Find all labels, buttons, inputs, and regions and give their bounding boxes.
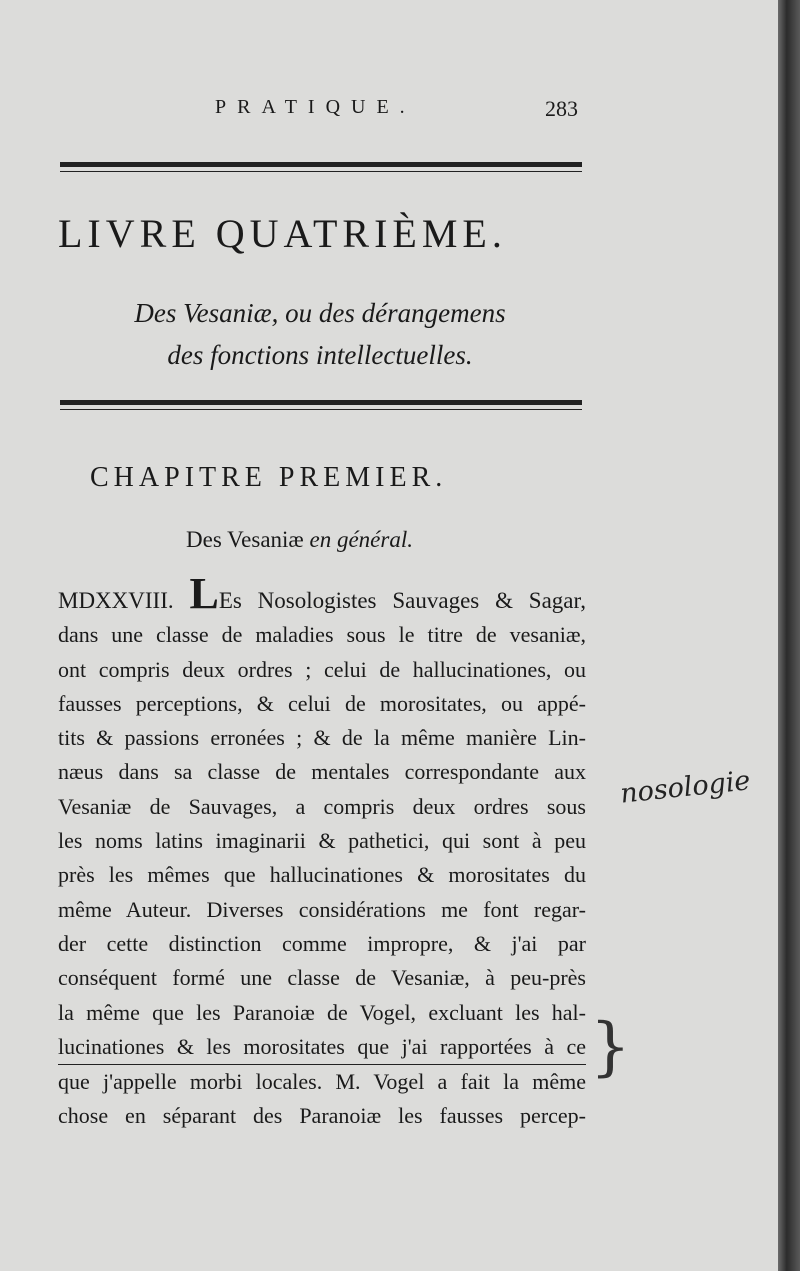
body-line-1: dans une classe de maladies sous le titre de vesaniæ, (58, 622, 586, 648)
body-line-13: lucinationes & les morositates que j'ai rapportées à ce (58, 1030, 586, 1065)
book-subtitle (60, 292, 580, 376)
book-title: LIVRE QUATRIÈME. (58, 211, 507, 256)
body-line-8: près les mêmes que hallucinationes & morositates du (58, 862, 586, 888)
paragraph-number: MDXXVIII. (58, 588, 174, 613)
body-line-4: tits & passions erronées ; & de la même manière Lin- (58, 725, 586, 751)
page-edge (778, 0, 800, 1271)
body-line-5: næus dans sa classe de mentales correspondante aux (58, 759, 586, 785)
margin-annotation: nosologie (618, 765, 752, 810)
book-subtitle-line-1: Des Vesaniæ, ou des dérangemens (134, 298, 506, 328)
body-line-6: Vesaniæ de Sauvages, a compris deux ordres sous (58, 793, 586, 819)
top-rule (60, 162, 582, 172)
book-subtitle-line-2: des fonctions intellectuelles. (167, 340, 473, 370)
body-line-2: ont compris deux ordres ; celui de hallucinationes, ou (58, 656, 586, 682)
margin-bracket: } (590, 1010, 631, 1084)
body-line-9: même Auteur. Diverses considérations me font regar- (58, 896, 586, 922)
body-text (58, 569, 586, 1134)
body-line-12: la même que les Paranoiæ de Vogel, excluant les hal- (58, 999, 586, 1025)
chapter-subtitle-roman: Des Vesaniæ (186, 527, 304, 552)
body-line-7: les noms latins imaginarii & pathetici, qui sont à peu (58, 828, 586, 854)
chapter-subtitle-italic: en général. (309, 527, 413, 552)
chapter-subtitle (186, 527, 413, 553)
body-line-0 (58, 569, 586, 618)
first-line-text: Es Nosologistes Sauvages & Sagar, (218, 588, 586, 613)
body-line-15: chose en séparant des Paranoiæ les fausses percep- (58, 1103, 586, 1129)
body-line-14: que j'appelle morbi locales. M. Vogel a fait la même (58, 1069, 586, 1095)
running-head: PRATIQUE. (215, 96, 416, 118)
chapter-title: CHAPITRE PREMIER. (90, 462, 448, 493)
body-line-11: conséquent formé une classe de Vesaniæ, à peu-près (58, 965, 586, 991)
page-number: 283 (545, 96, 578, 121)
middle-rule (60, 400, 582, 410)
body-line-10: der cette distinction comme impropre, & j'ai par (58, 930, 586, 956)
dropcap: L (189, 569, 219, 618)
body-line-3: fausses perceptions, & celui de morositates, ou appé- (58, 690, 586, 716)
